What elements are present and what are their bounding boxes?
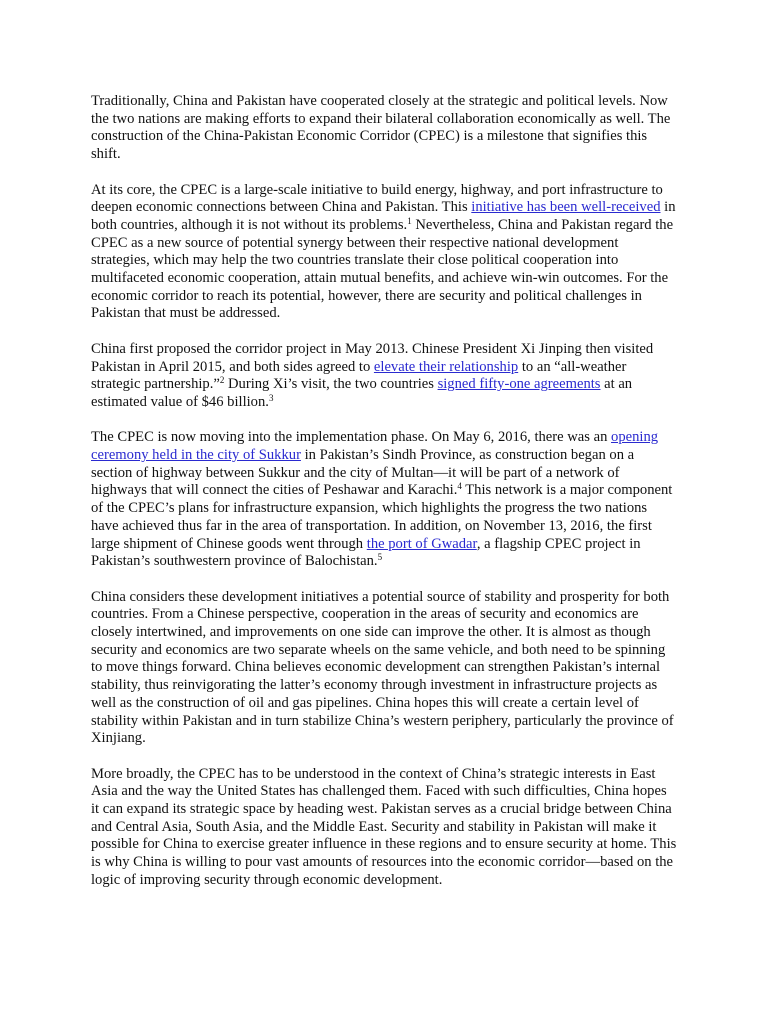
paragraph-6 <box>91 766 677 890</box>
paragraph-text: Traditionally, China and Pakistan have cooperated closely at the strategic and political levels. Now the two nations are making efforts to expand their bilateral collaboration economically as well. The construction of the China-Pakistan Economic Corridor (CPEC) is a milestone that signifies this shift. <box>91 93 671 163</box>
paragraph-5 <box>91 589 677 748</box>
footnote-marker: 2 <box>219 375 225 386</box>
paragraph-text: China first proposed the corridor project in May 2013. Chinese President Xi Jinping then visited Pakistan in April 2015, and both sides agreed to <box>91 340 654 375</box>
link-port-of-gwadar[interactable]: the port of Gwadar <box>366 535 477 552</box>
paragraph-text: This network is a major component of the CPEC’s plans for infrastructure expansion, which highlights the progress the two nations have achieved thus far in the area of transportation. In addition, on November 13, 2016, the first large shipment of Chinese goods went through <box>91 482 673 552</box>
paragraph-text: in both countries, although it is not without its problems. <box>91 199 676 233</box>
link-signed-agreements[interactable]: signed fifty-one agreements <box>437 376 601 393</box>
paragraph-text: The CPEC is now moving into the implementation phase. On May 6, 2016, there was an <box>91 429 612 446</box>
paragraph-3 <box>91 341 677 412</box>
paragraph-text: at an estimated value of $46 billion. <box>91 376 633 410</box>
document-body <box>91 93 677 907</box>
paragraph-4 <box>91 429 677 571</box>
paragraph-1 <box>91 93 677 164</box>
paragraph-text: China considers these development initiatives a potential source of stability and prosperity for both countries. From a Chinese perspective, cooperation in the areas of security and economics are closely intertwined, and improvements on one side can improve the other. It is almost as though security and economics are two separate wheels on the same vehicle, and both need to be spinning to move things forward. China believes economic development can strengthen Pakistan’s internal stability, thus reinvigorating the latter’s economy through investment in infrastructure projects as well as the construction of oil and gas pipelines. China hopes this will create a certain level of stability within Pakistan and in turn stabilize China’s western periphery, particularly the province of Xinjiang. <box>91 588 674 747</box>
paragraph-2 <box>91 182 677 324</box>
paragraph-text: to an “all-weather strategic partnership.” <box>91 358 627 393</box>
paragraph-text: in Pakistan’s Sindh Province, as construction began on a section of highway between Sukkur and the city of Multan—it will be part of a network of highways that will connect the cities of Peshawar and Karachi. <box>91 447 635 499</box>
paragraph-text: Nevertheless, China and Pakistan regard the CPEC as a new source of potential synergy between their respective national development strategies, which may help the two countries translate their close political cooperation into multifaceted economic cooperation, attain mutual benefits, and achieve win-win outcomes. For the economic corridor to reach its potential, however, there are security and political challenges in Pakistan that must be addressed. <box>91 216 674 322</box>
footnote-marker: 5 <box>377 552 383 563</box>
link-opening-ceremony-sukkur[interactable]: opening ceremony held in the city of Sukkur <box>91 429 659 464</box>
paragraph-text: , a flagship CPEC project in Pakistan’s southwestern province of Balochistan. <box>91 535 641 570</box>
paragraph-text: More broadly, the CPEC has to be understood in the context of China’s strategic interests in East Asia and the way the United States has challenged them. Faced with such difficulties, China hopes it can expand its strategic space by heading west. Pakistan serves as a crucial bridge between China and Central Asia, South Asia, and the Middle East. Security and stability in Pakistan will make it possible for China to exercise greater influence in these regions and to ensure security at home. This is why China is willing to pour vast amounts of resources into the economic corridor—based on the logic of improving security through economic development. <box>91 765 677 888</box>
paragraph-text: During Xi’s visit, the two countries <box>224 376 438 393</box>
paragraph-text: At its core, the CPEC is a large-scale initiative to build energy, highway, and port infrastructure to deepen economic connections between China and Pakistan. This <box>91 181 663 216</box>
link-initiative-well-received[interactable]: initiative has been well-received <box>471 199 661 216</box>
footnote-marker: 3 <box>268 392 274 403</box>
footnote-marker: 1 <box>407 215 412 226</box>
footnote-marker: 4 <box>457 481 462 492</box>
link-elevate-relationship[interactable]: elevate their relationship <box>373 358 519 375</box>
